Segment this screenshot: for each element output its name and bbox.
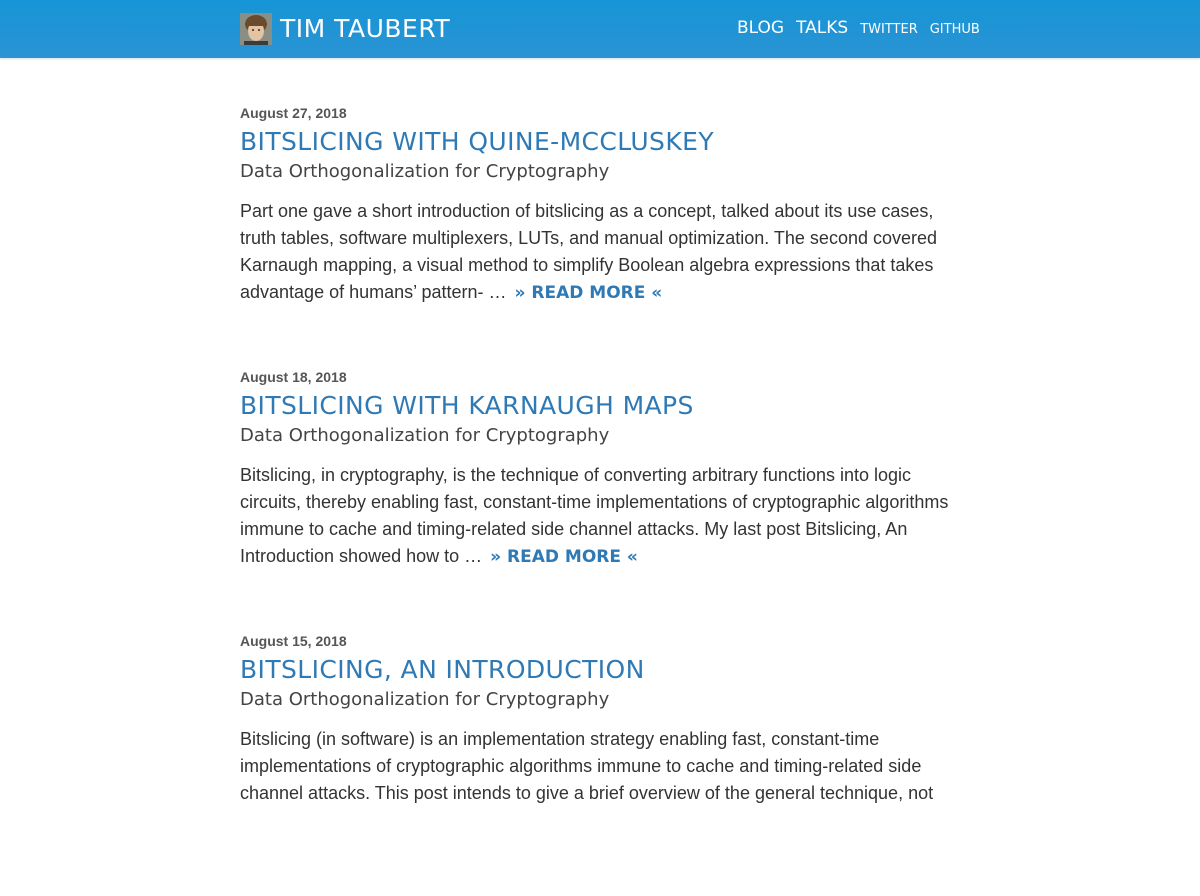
site-title: TIM TAUBERT — [280, 14, 451, 43]
post-item — [240, 368, 960, 632]
main-nav — [737, 18, 980, 38]
nav-github-link[interactable]: GITHUB — [929, 22, 980, 37]
post-subtitle: Data Orthogonalization for Cryptography — [240, 425, 610, 446]
post-excerpt-text: Bitslicing, in cryptography, is the technique of converting arbitrary functions into logic circuits, thereby enabling fast, constant-time implementations of cryptographic algorithms immune to cache and timing-related side channel attacks. My last post Bitslicing, An Introduction showed how to … — [240, 465, 949, 566]
post-title-link[interactable]: BITSLICING, AN INTRODUCTION — [240, 655, 645, 684]
nav-twitter-link[interactable]: TWITTER — [860, 22, 918, 37]
post-date: August 15, 2018 — [240, 633, 347, 649]
post-list — [240, 104, 960, 896]
post-date: August 18, 2018 — [240, 369, 347, 385]
site-brand-link[interactable] — [240, 13, 450, 45]
post-date: August 27, 2018 — [240, 105, 347, 121]
author-avatar — [240, 13, 272, 45]
post-excerpt — [240, 726, 960, 807]
nav-blog-link[interactable]: BLOG — [737, 18, 785, 38]
read-more-link[interactable]: » READ MORE « — [514, 283, 663, 303]
site-header — [0, 0, 1200, 58]
post-subtitle: Data Orthogonalization for Cryptography — [240, 161, 610, 182]
post-item — [240, 632, 960, 896]
post-subtitle: Data Orthogonalization for Cryptography — [240, 689, 610, 710]
post-excerpt-text: Part one gave a short introduction of bitslicing as a concept, talked about its use cases, truth tables, software multiplexers, LUTs, and manual optimization. The second covered Karnaugh mapping, a visual method to simplify Boolean algebra expressions that takes advantage of humans’ pattern- … — [240, 201, 938, 302]
post-excerpt — [240, 462, 960, 571]
post-title-link[interactable]: BITSLICING WITH QUINE-MCCLUSKEY — [240, 127, 714, 156]
post-title-link[interactable]: BITSLICING WITH KARNAUGH MAPS — [240, 391, 694, 420]
post-item — [240, 104, 960, 368]
post-excerpt — [240, 198, 960, 307]
read-more-link[interactable]: » READ MORE « — [490, 547, 638, 567]
post-excerpt-text: Bitslicing (in software) is an implementation strategy enabling fast, constant-time implementations of cryptographic algorithms immune to cache and timing-related side channel attacks. This post intends to give a brief overview of the general technique, not — [240, 729, 934, 803]
nav-talks-link[interactable]: TALKS — [796, 18, 849, 38]
author-photo-icon — [240, 13, 272, 45]
